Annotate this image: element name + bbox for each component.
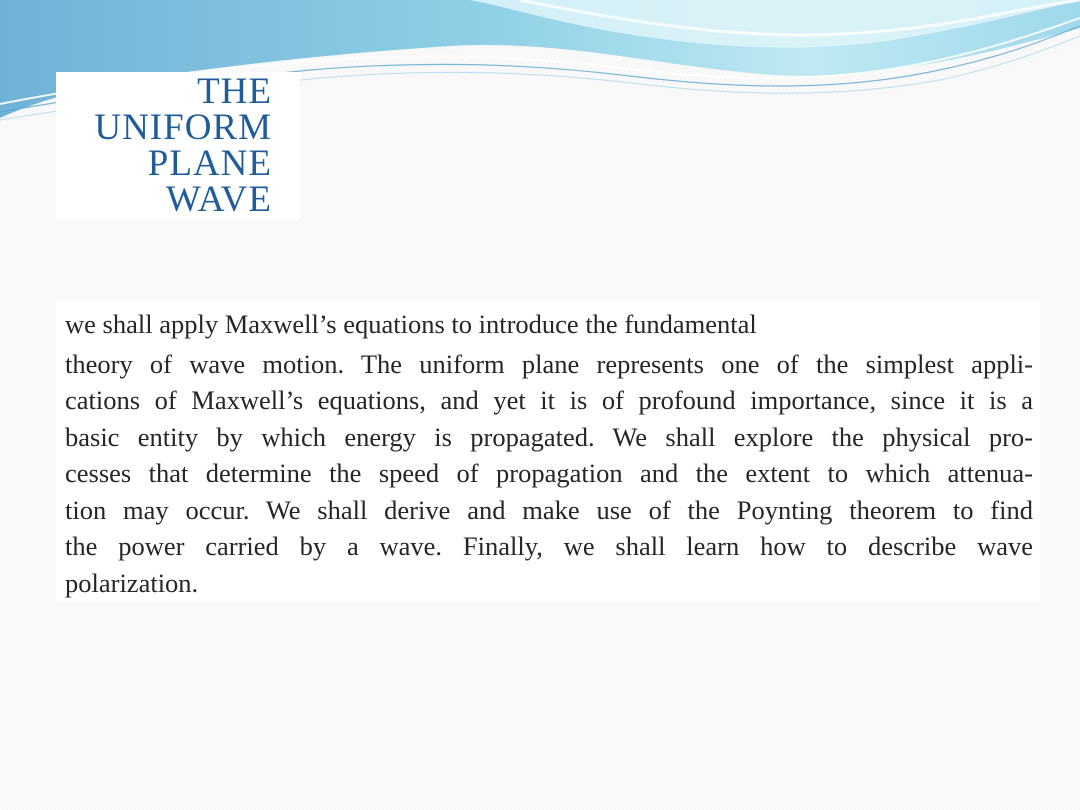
- title-line: PLANE: [147, 143, 272, 184]
- body-line: theory of wave motion. The uniform plane represents one of the simplest appli-: [65, 348, 1033, 379]
- body-line: tion may occur. We shall derive and make use of the Poynting theorem to find: [65, 494, 1033, 525]
- body-line: cations of Maxwell’s equations, and yet it is of profound importance, since it is a: [65, 385, 1033, 415]
- title-line: UNIFORM: [94, 107, 272, 148]
- body-line: we shall apply Maxwell’s equations to introduce the fundamental: [65, 309, 757, 339]
- body-line: polarization.: [65, 567, 199, 598]
- body-text-box: [56, 300, 1040, 602]
- body-line: cesses that determine the speed of propagation and the extent to which attenua-: [65, 458, 1033, 488]
- title-line: WAVE: [165, 179, 272, 220]
- body-line: the power carried by a wave. Finally, we shall learn how to describe wave: [65, 531, 1033, 561]
- body-paragraph: [65, 306, 1033, 601]
- slide-title: [94, 71, 272, 220]
- title-box: [56, 72, 300, 220]
- title-line: THE: [197, 71, 272, 112]
- body-line: basic entity by which energy is propagated. We shall explore the physical pro-: [65, 421, 1033, 452]
